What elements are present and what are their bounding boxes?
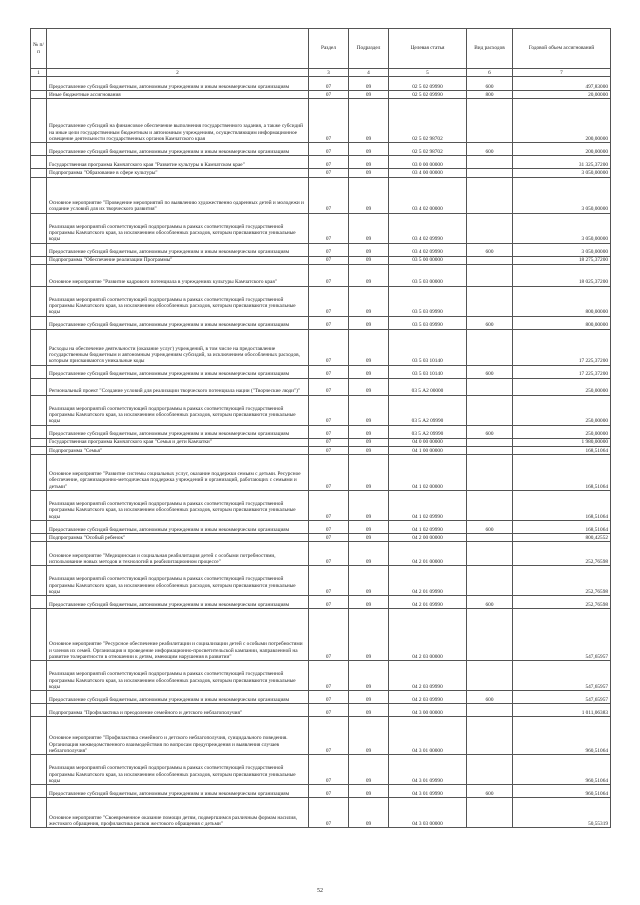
row-code-cell: 03 0 00 00000 (389, 156, 467, 169)
row-name-cell: Реализация мероприятий соответствующей подпрограммы в рамках соответствующей государственной программы Камчатского края, за исключением обособленных расходов, которым присваиваются уникальные коды (47, 286, 309, 316)
row-section-cell: 07 (309, 329, 349, 365)
row-section-cell: 07 (309, 365, 349, 378)
row-type-cell (467, 755, 513, 785)
row-code-cell: 03 5 00 00000 (389, 256, 467, 264)
row-type-cell (467, 798, 513, 828)
row-number-cell (31, 566, 47, 596)
row-section-cell: 07 (309, 213, 349, 243)
table-row (31, 395, 611, 425)
row-code-cell: 04 1 02 09990 (389, 521, 467, 534)
row-number-cell (31, 491, 47, 521)
row-type-cell (467, 661, 513, 691)
row-sum-cell: 960,51064 (513, 755, 611, 785)
row-type-cell: 600 (467, 521, 513, 534)
row-sum-cell: 800,42552 (513, 534, 611, 542)
row-number-cell (31, 177, 47, 213)
row-code-cell: 03 4 02 00000 (389, 177, 467, 213)
row-type-cell (467, 156, 513, 169)
row-code-cell: 03 5 03 09990 (389, 286, 467, 316)
row-type-cell (467, 717, 513, 755)
row-name-cell: Реализация мероприятий соответствующей подпрограммы в рамках соответствующей государственной программы Камчатского края, за исключением обособленных расходов, которым присваиваются уникальные коды (47, 566, 309, 596)
table-row (31, 596, 611, 609)
row-subsection-cell: 09 (349, 609, 389, 661)
row-type-cell (467, 609, 513, 661)
column-number: 6 (467, 69, 513, 77)
row-sum-cell: 3 050,00000 (513, 243, 611, 256)
header-row (31, 29, 611, 69)
table-row (31, 717, 611, 755)
row-code-cell: 04 3 01 09990 (389, 755, 467, 785)
row-section-cell: 07 (309, 447, 349, 455)
row-type-cell: 600 (467, 77, 513, 91)
row-code-cell: 03 5 03 00000 (389, 264, 467, 286)
table-row (31, 169, 611, 177)
column-number: 7 (513, 69, 611, 77)
row-number-cell (31, 798, 47, 828)
row-code-cell: 03 5 03 10140 (389, 365, 467, 378)
row-number-cell (31, 99, 47, 143)
row-sum-cell: 31 325,37200 (513, 156, 611, 169)
row-type-cell (467, 256, 513, 264)
row-number-cell (31, 542, 47, 566)
row-number-cell (31, 316, 47, 329)
row-code-cell: 03 4 02 09990 (389, 213, 467, 243)
row-name-cell: Предоставление субсидий на финансовое обеспечение выполнения государственного задания, а также субсидий на иные цели государственным бюджетным и автономным учреждениям, осуществляющим информационное освещение деятельности государственных органов Камчатского края (47, 99, 309, 143)
row-subsection-cell: 09 (349, 542, 389, 566)
table-row (31, 542, 611, 566)
row-sum-cell: 547,65957 (513, 691, 611, 704)
row-code-cell: 04 3 03 00000 (389, 798, 467, 828)
row-section-cell: 07 (309, 438, 349, 446)
row-name-cell: Предоставление субсидий бюджетным, автономным учреждениям и иным некоммерческим организациям (47, 521, 309, 534)
row-name-cell: Подпрограмма "Обеспечение реализации Программы" (47, 256, 309, 264)
row-name-cell: Предоставление субсидий бюджетным, автономным учреждениям и иным некоммерческим организациям (47, 596, 309, 609)
row-type-cell (467, 447, 513, 455)
row-subsection-cell: 09 (349, 378, 389, 395)
table-row (31, 243, 611, 256)
row-name-cell: Иные бюджетные ассигнования (47, 91, 309, 99)
row-type-cell: 800 (467, 91, 513, 99)
header-expense-type: Вид расходов (467, 29, 513, 69)
row-subsection-cell: 09 (349, 169, 389, 177)
row-sum-cell: 17 225,37200 (513, 329, 611, 365)
row-subsection-cell: 09 (349, 99, 389, 143)
row-name-cell: Предоставление субсидий бюджетным, автономным учреждениям и иным некоммерческим организациям (47, 77, 309, 91)
row-type-cell (467, 534, 513, 542)
row-sum-cell: 168,51064 (513, 447, 611, 455)
table-row (31, 798, 611, 828)
row-sum-cell: 1 980,00000 (513, 438, 611, 446)
row-number-cell (31, 609, 47, 661)
row-name-cell: Основное мероприятие "Проведение мероприятий по выявлению художественно одаренных детей и молодежи и создание условий для их творческого развития" (47, 177, 309, 213)
row-type-cell (467, 286, 513, 316)
row-code-cell: 04 3 01 09990 (389, 785, 467, 798)
row-code-cell: 04 3 01 00000 (389, 717, 467, 755)
row-number-cell (31, 243, 47, 256)
row-subsection-cell: 09 (349, 77, 389, 91)
header-subsection: Подраздел (349, 29, 389, 69)
row-type-cell: 600 (467, 785, 513, 798)
row-subsection-cell: 09 (349, 566, 389, 596)
row-type-cell (467, 395, 513, 425)
row-section-cell: 07 (309, 286, 349, 316)
row-code-cell: 04 2 03 09990 (389, 691, 467, 704)
row-subsection-cell: 09 (349, 438, 389, 446)
row-name-cell: Предоставление субсидий бюджетным, автономным учреждениям и иным некоммерческим организациям (47, 691, 309, 704)
row-name-cell: Реализация мероприятий соответствующей подпрограммы в рамках соответствующей государственной программы Камчатского края, за исключением обособленных расходов, которым присваиваются уникальные коды (47, 395, 309, 425)
table-row (31, 177, 611, 213)
header-target-article: Целевая статья (389, 29, 467, 69)
row-section-cell: 07 (309, 566, 349, 596)
row-type-cell: 600 (467, 316, 513, 329)
row-code-cell: 03 5 03 09990 (389, 316, 467, 329)
table-row (31, 316, 611, 329)
row-section-cell: 07 (309, 755, 349, 785)
row-sum-cell: 252,76598 (513, 542, 611, 566)
row-number-cell (31, 785, 47, 798)
row-number-cell (31, 256, 47, 264)
row-code-cell: 02 5 02 09990 (389, 91, 467, 99)
row-subsection-cell: 09 (349, 425, 389, 438)
row-type-cell: 600 (467, 596, 513, 609)
row-number-cell (31, 438, 47, 446)
column-number: 2 (47, 69, 309, 77)
row-sum-cell: 547,65957 (513, 609, 611, 661)
row-subsection-cell: 09 (349, 491, 389, 521)
table-row (31, 286, 611, 316)
row-subsection-cell: 09 (349, 455, 389, 491)
row-code-cell: 02 5 02 98702 (389, 99, 467, 143)
budget-table (30, 28, 611, 828)
row-section-cell: 07 (309, 717, 349, 755)
row-sum-cell: 252,76598 (513, 596, 611, 609)
row-number-cell (31, 329, 47, 365)
column-number: 3 (309, 69, 349, 77)
row-number-cell (31, 213, 47, 243)
row-name-cell: Реализация мероприятий соответствующей подпрограммы в рамках соответствующей государственной программы Камчатского края, за исключением обособленных расходов, которым присваиваются уникальные коды (47, 213, 309, 243)
row-name-cell: Государственная программа Камчатского края "Развитие культуры в Камчатском крае" (47, 156, 309, 169)
row-code-cell: 03 5 03 10140 (389, 329, 467, 365)
table-row (31, 365, 611, 378)
row-sum-cell: 17 225,37200 (513, 365, 611, 378)
row-name-cell: Предоставление субсидий бюджетным, автономным учреждениям и иным некоммерческим организациям (47, 143, 309, 156)
table-row (31, 77, 611, 91)
row-code-cell: 04 2 01 09990 (389, 566, 467, 596)
table-row (31, 691, 611, 704)
row-subsection-cell: 09 (349, 329, 389, 365)
row-sum-cell: 168,51064 (513, 521, 611, 534)
row-type-cell (467, 177, 513, 213)
row-subsection-cell: 09 (349, 785, 389, 798)
row-type-cell (467, 99, 513, 143)
table-row (31, 91, 611, 99)
table-row (31, 99, 611, 143)
row-name-cell: Расходы на обеспечение деятельности (оказание услуг) учреждений, в том числе на предоставление государственным бюджетным и автономным учреждениям субсидий, за исключением обособленных расходов, которым присваиваются уникальные коды (47, 329, 309, 365)
row-type-cell (467, 329, 513, 365)
row-code-cell: 04 2 00 00000 (389, 534, 467, 542)
row-number-cell (31, 395, 47, 425)
row-type-cell: 600 (467, 691, 513, 704)
row-type-cell (467, 566, 513, 596)
row-section-cell: 07 (309, 596, 349, 609)
row-section-cell: 07 (309, 542, 349, 566)
row-sum-cell: 3 050,00000 (513, 169, 611, 177)
row-section-cell: 07 (309, 798, 349, 828)
row-sum-cell: 250,00000 (513, 395, 611, 425)
row-code-cell: 04 1 02 09990 (389, 491, 467, 521)
row-sum-cell: 18 275,37200 (513, 256, 611, 264)
row-code-cell: 04 1 00 00000 (389, 447, 467, 455)
row-name-cell: Основное мероприятие "Своевременное оказание помощи детям, подвергшимся различным формам насилия, жестокого обращения, профилактика рисков жестокого обращения с детьми" (47, 798, 309, 828)
row-section-cell: 07 (309, 169, 349, 177)
row-sum-cell: 50,55319 (513, 798, 611, 828)
row-type-cell (467, 455, 513, 491)
row-name-cell: Подпрограмма "Образование в сфере культуры" (47, 169, 309, 177)
row-subsection-cell: 09 (349, 213, 389, 243)
table-row (31, 378, 611, 395)
row-section-cell: 07 (309, 378, 349, 395)
header-num: № п/п (31, 29, 47, 69)
table-row (31, 566, 611, 596)
row-number-cell (31, 661, 47, 691)
row-type-cell: 600 (467, 143, 513, 156)
row-sum-cell: 800,00000 (513, 316, 611, 329)
row-subsection-cell: 09 (349, 177, 389, 213)
table-row (31, 534, 611, 542)
row-name-cell: Подпрограмма "Семья" (47, 447, 309, 455)
row-section-cell: 07 (309, 77, 349, 91)
row-section-cell: 07 (309, 316, 349, 329)
row-subsection-cell: 09 (349, 143, 389, 156)
row-sum-cell: 960,51064 (513, 717, 611, 755)
table-row (31, 329, 611, 365)
row-type-cell (467, 491, 513, 521)
row-number-cell (31, 704, 47, 717)
row-name-cell: Региональный проект "Создание условий для реализации творческого потенциала нации ("Творческие люди")" (47, 378, 309, 395)
row-code-cell: 04 2 01 00000 (389, 542, 467, 566)
row-section-cell: 07 (309, 661, 349, 691)
row-name-cell: Основное мероприятие "Профилактика семейного и детского неблагополучия, суицидального поведения. Организация межведомственного взаимодействия по вопросам предупреждения и выявления случаев неблагополучия" (47, 717, 309, 755)
row-sum-cell: 497,83000 (513, 77, 611, 91)
row-sum-cell: 18 025,37200 (513, 264, 611, 286)
table-row (31, 755, 611, 785)
row-number-cell (31, 264, 47, 286)
row-sum-cell: 3 050,00000 (513, 177, 611, 213)
row-name-cell: Основное мероприятие "Медицинская и социальная реабилитация детей с особыми потребностями, использование новых методов и технологий в реабилитационном процессе" (47, 542, 309, 566)
row-subsection-cell: 09 (349, 661, 389, 691)
row-section-cell: 07 (309, 609, 349, 661)
row-section-cell: 07 (309, 243, 349, 256)
row-type-cell (467, 169, 513, 177)
row-name-cell: Основное мероприятие "Развитие кадрового потенциала в учреждениях культуры Камчатского края" (47, 264, 309, 286)
row-subsection-cell: 09 (349, 316, 389, 329)
row-number-cell (31, 143, 47, 156)
row-subsection-cell: 09 (349, 521, 389, 534)
row-subsection-cell: 09 (349, 395, 389, 425)
row-section-cell: 07 (309, 491, 349, 521)
table-row (31, 609, 611, 661)
column-number: 5 (389, 69, 467, 77)
row-number-cell (31, 521, 47, 534)
row-name-cell: Основное мероприятие "Ресурсное обеспечение реабилитации и социализации детей с особыми потребностями и членов их семей. Организация и проведение информационно-просветительской кампании, направленной на развитие толерантности в отношении к детям, имеющим нарушения в развитии" (47, 609, 309, 661)
row-sum-cell: 252,76598 (513, 566, 611, 596)
row-number-cell (31, 717, 47, 755)
row-code-cell: 04 2 03 09990 (389, 661, 467, 691)
table-row (31, 425, 611, 438)
row-name-cell: Предоставление субсидий бюджетным, автономным учреждениям и иным некоммерческим организациям (47, 425, 309, 438)
row-sum-cell: 800,00000 (513, 286, 611, 316)
row-number-cell (31, 156, 47, 169)
row-subsection-cell: 09 (349, 704, 389, 717)
row-type-cell (467, 438, 513, 446)
table-row (31, 213, 611, 243)
table-row (31, 256, 611, 264)
row-subsection-cell: 09 (349, 91, 389, 99)
table-row (31, 491, 611, 521)
row-type-cell (467, 378, 513, 395)
row-subsection-cell: 09 (349, 256, 389, 264)
row-section-cell: 07 (309, 264, 349, 286)
table-row (31, 521, 611, 534)
row-name-cell: Основное мероприятие "Развитие системы социальных услуг, оказание поддержки семьям с детьми. Ресурсное обеспечение, организационно-методическая поддержка учреждений и организаций, работающих с семьями и детьми" (47, 455, 309, 491)
row-subsection-cell: 09 (349, 286, 389, 316)
row-number-cell (31, 534, 47, 542)
table-row (31, 264, 611, 286)
column-number: 4 (349, 69, 389, 77)
row-name-cell: Предоставление субсидий бюджетным, автономным учреждениям и иным некоммерческим организациям (47, 365, 309, 378)
row-code-cell: 02 5 02 09990 (389, 77, 467, 91)
row-code-cell: 03 5 А2 09990 (389, 425, 467, 438)
row-code-cell: 03 5 А2 00000 (389, 378, 467, 395)
row-number-cell (31, 365, 47, 378)
row-code-cell: 04 2 03 00000 (389, 609, 467, 661)
row-name-cell: Государственная программа Камчатского края "Семья и дети Камчатки" (47, 438, 309, 446)
row-code-cell: 02 5 02 98702 (389, 143, 467, 156)
row-name-cell: Реализация мероприятий соответствующей подпрограммы в рамках соответствующей государственной программы Камчатского края, за исключением обособленных расходов, которым присваиваются уникальные коды (47, 661, 309, 691)
table-row (31, 704, 611, 717)
row-section-cell: 07 (309, 91, 349, 99)
row-number-cell (31, 286, 47, 316)
table-row (31, 455, 611, 491)
row-sum-cell: 20,00000 (513, 91, 611, 99)
row-number-cell (31, 91, 47, 99)
row-name-cell: Предоставление субсидий бюджетным, автономным учреждениям и иным некоммерческим организациям (47, 316, 309, 329)
row-name-cell: Предоставление субсидий бюджетным, автономным учреждениям и иным некоммерческим организациям (47, 243, 309, 256)
row-name-cell: Подпрограмма "Особый ребенок" (47, 534, 309, 542)
row-type-cell (467, 542, 513, 566)
row-name-cell: Реализация мероприятий соответствующей подпрограммы в рамках соответствующей государственной программы Камчатского края, за исключением обособленных расходов, которым присваиваются уникальные коды (47, 491, 309, 521)
header-section: Раздел (309, 29, 349, 69)
table-row (31, 661, 611, 691)
row-code-cell: 04 0 00 00000 (389, 438, 467, 446)
row-subsection-cell: 09 (349, 755, 389, 785)
row-subsection-cell: 09 (349, 534, 389, 542)
column-number-row (31, 69, 611, 77)
row-subsection-cell: 09 (349, 798, 389, 828)
row-section-cell: 07 (309, 156, 349, 169)
row-type-cell: 600 (467, 365, 513, 378)
table-row (31, 156, 611, 169)
row-code-cell: 03 4 02 09990 (389, 243, 467, 256)
row-type-cell: 600 (467, 243, 513, 256)
row-type-cell (467, 704, 513, 717)
table-body (31, 77, 611, 828)
row-section-cell: 07 (309, 395, 349, 425)
row-section-cell: 07 (309, 99, 349, 143)
row-type-cell: 600 (467, 425, 513, 438)
table-row (31, 438, 611, 446)
row-subsection-cell: 09 (349, 264, 389, 286)
row-name-cell: Реализация мероприятий соответствующей подпрограммы в рамках соответствующей государственной программы Камчатского края, за исключением обособленных расходов, которым присваиваются уникальные коды (47, 755, 309, 785)
row-subsection-cell: 09 (349, 365, 389, 378)
row-section-cell: 07 (309, 534, 349, 542)
row-section-cell: 07 (309, 143, 349, 156)
row-sum-cell: 250,00000 (513, 378, 611, 395)
header-annual-volume: Годовой объем ассигнований (513, 29, 611, 69)
row-number-cell (31, 596, 47, 609)
row-subsection-cell: 09 (349, 447, 389, 455)
row-number-cell (31, 77, 47, 91)
header-name (47, 29, 309, 69)
row-sum-cell: 547,65957 (513, 661, 611, 691)
row-code-cell: 04 2 01 09990 (389, 596, 467, 609)
row-sum-cell: 168,51064 (513, 491, 611, 521)
table-row (31, 447, 611, 455)
table-row (31, 143, 611, 156)
row-section-cell: 07 (309, 177, 349, 213)
row-name-cell: Предоставление субсидий бюджетным, автономным учреждениям и иным некоммерческим организациям (47, 785, 309, 798)
row-code-cell: 04 3 00 00000 (389, 704, 467, 717)
row-subsection-cell: 09 (349, 717, 389, 755)
row-number-cell (31, 755, 47, 785)
row-sum-cell: 3 050,00000 (513, 213, 611, 243)
row-number-cell (31, 691, 47, 704)
row-subsection-cell: 09 (349, 243, 389, 256)
row-section-cell: 07 (309, 691, 349, 704)
row-sum-cell: 1 011,06383 (513, 704, 611, 717)
row-section-cell: 07 (309, 704, 349, 717)
row-sum-cell: 200,00000 (513, 143, 611, 156)
row-section-cell: 07 (309, 256, 349, 264)
row-section-cell: 07 (309, 455, 349, 491)
row-number-cell (31, 169, 47, 177)
row-section-cell: 07 (309, 425, 349, 438)
row-number-cell (31, 425, 47, 438)
table-row (31, 785, 611, 798)
row-subsection-cell: 09 (349, 156, 389, 169)
row-sum-cell: 250,00000 (513, 425, 611, 438)
row-type-cell (467, 264, 513, 286)
row-section-cell: 07 (309, 521, 349, 534)
row-number-cell (31, 455, 47, 491)
column-number: 1 (31, 69, 47, 77)
row-type-cell (467, 213, 513, 243)
row-code-cell: 03 5 А2 09990 (389, 395, 467, 425)
row-sum-cell: 168,51064 (513, 455, 611, 491)
row-code-cell: 04 1 02 00000 (389, 455, 467, 491)
row-name-cell: Подпрограмма "Профилактика и преодоление семейного и детского неблагополучия" (47, 704, 309, 717)
row-number-cell (31, 447, 47, 455)
row-section-cell: 07 (309, 785, 349, 798)
row-sum-cell: 960,51064 (513, 785, 611, 798)
page-number: 52 (317, 888, 323, 894)
row-number-cell (31, 378, 47, 395)
row-subsection-cell: 09 (349, 596, 389, 609)
row-code-cell: 03 4 00 00000 (389, 169, 467, 177)
row-sum-cell: 200,00000 (513, 99, 611, 143)
row-subsection-cell: 09 (349, 691, 389, 704)
